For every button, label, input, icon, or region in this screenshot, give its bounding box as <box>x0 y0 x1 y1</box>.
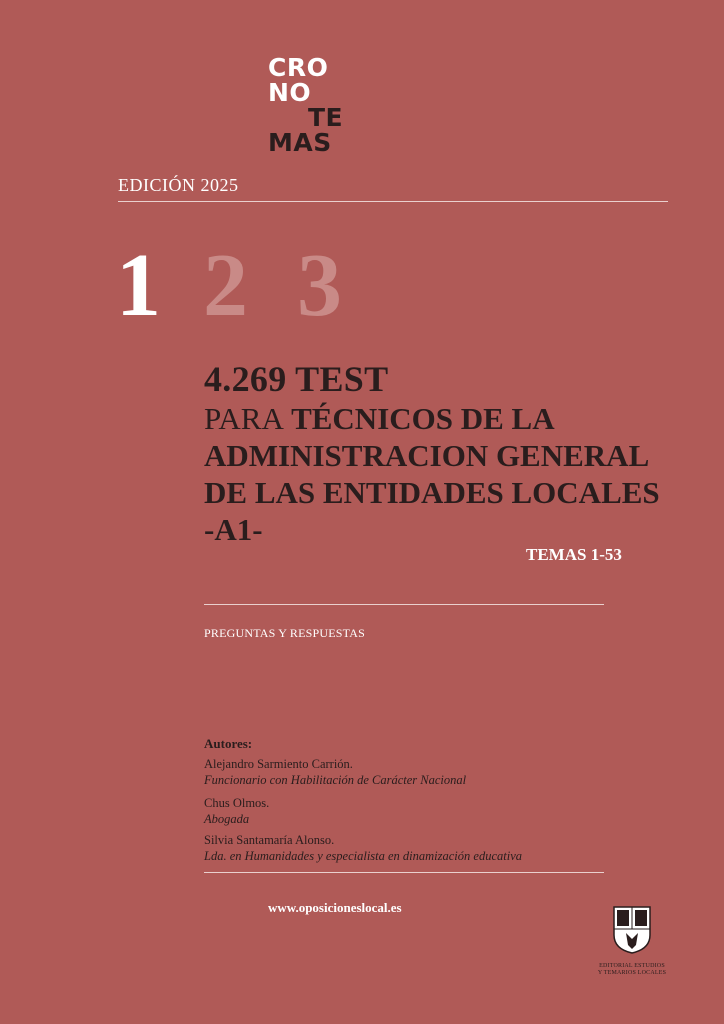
volume-number-3: 3 <box>297 236 342 335</box>
author-role: Abogada <box>204 812 250 826</box>
title-prefix: PARA <box>204 401 284 436</box>
volume-number-current: 1 <box>116 236 161 335</box>
title-line-1-rest: TÉCNICOS DE LA <box>291 401 555 436</box>
author-role: Lda. en Humanidades y especialista en dinamización educativa <box>204 849 522 863</box>
middle-divider <box>204 604 604 605</box>
publisher-line-1: EDITORIAL ESTUDIOS <box>599 963 665 969</box>
author-name: Chus Olmos. <box>204 796 270 810</box>
publisher-line-2: Y TEMARIOS LOCALES <box>597 970 667 976</box>
publisher-crest-icon <box>612 905 652 955</box>
book-title <box>204 400 664 548</box>
author-name: Alejandro Sarmiento Carrión. <box>204 757 353 771</box>
logo-line-4: MAS <box>268 128 332 157</box>
volume-number-2: 2 <box>203 236 248 335</box>
author-entry <box>204 832 522 864</box>
top-divider <box>118 201 668 202</box>
cronotemas-logo <box>268 55 343 155</box>
website-link[interactable]: www.oposicioneslocal.es <box>268 900 402 915</box>
authors-label: Autores: <box>204 736 253 751</box>
temas-range: TEMAS 1-53 <box>526 545 622 564</box>
logo-line-1: CRO <box>268 53 329 82</box>
author-entry <box>204 756 466 788</box>
subtitle: PREGUNTAS Y RESPUESTAS <box>204 626 365 640</box>
edition-label: EDICIÓN 2025 <box>118 175 239 195</box>
author-name: Silvia Santamaría Alonso. <box>204 833 335 847</box>
test-count-title: 4.269 TEST <box>204 359 389 399</box>
title-line-1 <box>204 400 664 437</box>
logo-line-3: TE <box>308 103 344 132</box>
publisher-name <box>594 963 670 977</box>
bottom-divider <box>204 872 604 873</box>
title-line-3: DE LAS ENTIDADES LOCALES <box>204 475 660 510</box>
author-role: Funcionario con Habilitación de Carácter Nacional <box>204 773 467 787</box>
title-line-4: -A1- <box>204 512 263 547</box>
author-entry <box>204 795 269 827</box>
title-line-2: ADMINISTRACION GENERAL <box>204 438 650 473</box>
logo-line-2: NO <box>268 78 312 107</box>
